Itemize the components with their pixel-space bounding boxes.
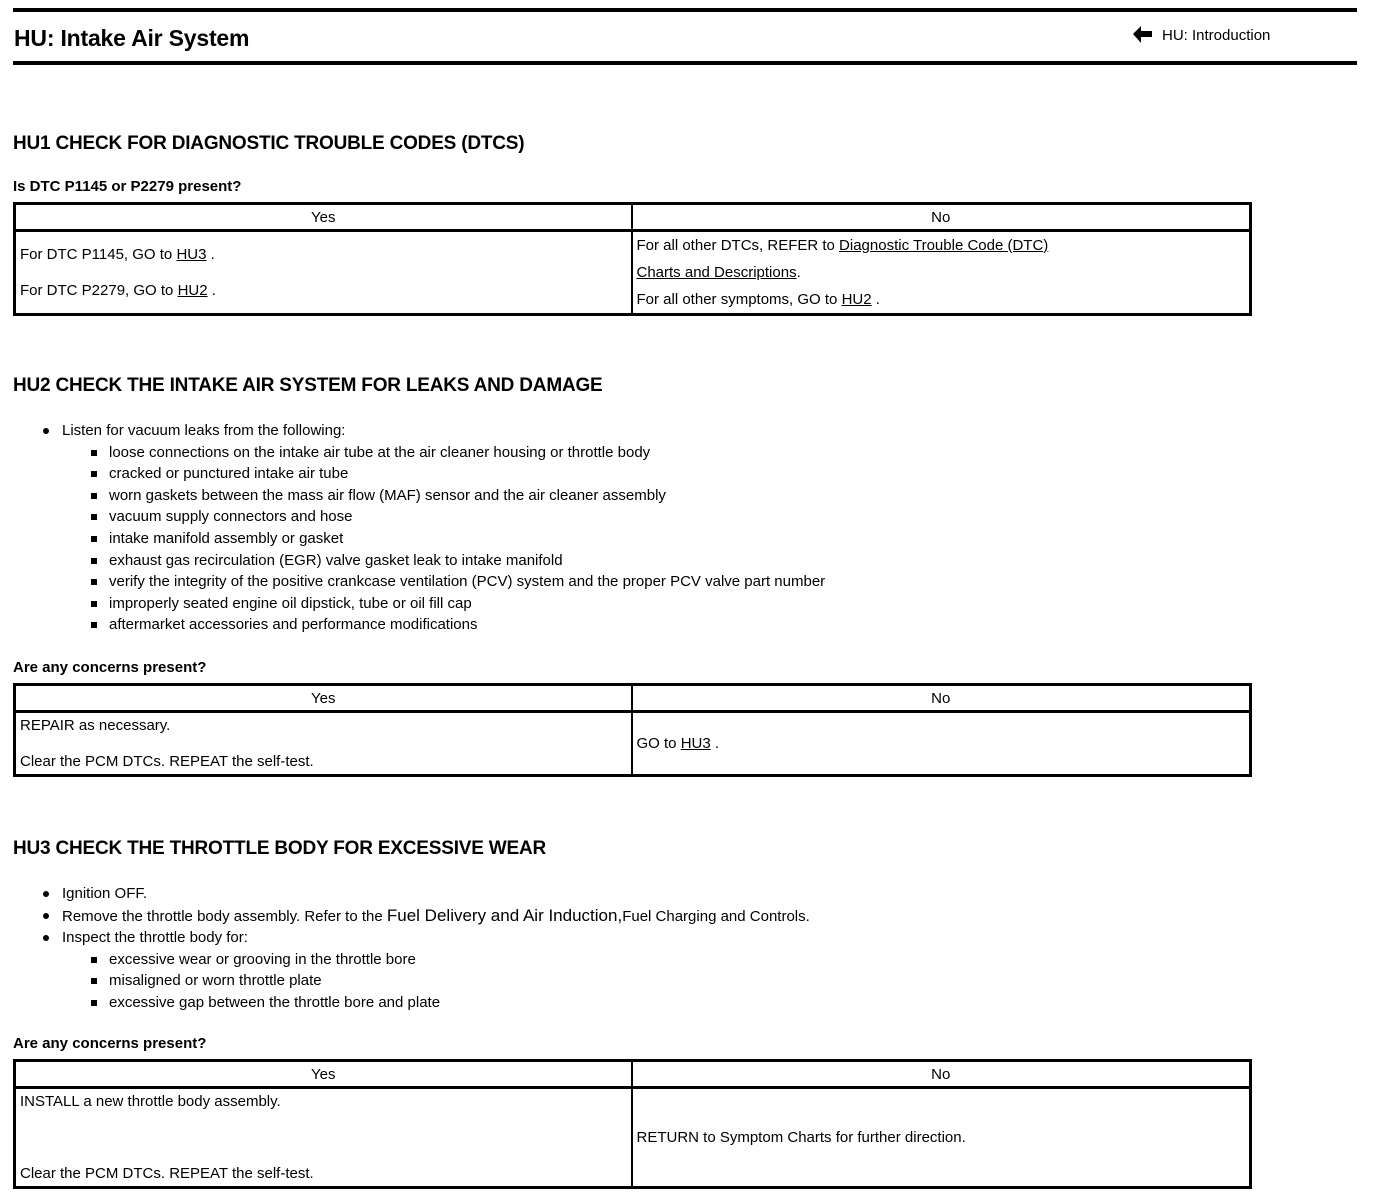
bullet-icon [43,935,49,941]
steps-list-hu2 [0,420,825,636]
no-cell: RETURN to Symptom Charts for further direction. [632,1088,1251,1188]
step-item: Inspect the throttle body for: excessive wear or grooving in the throttle bore misaligned or worn throttle plate excessive gap between the throttle bore and plate [0,927,810,1013]
yes-line: INSTALL a new throttle body assembly. [20,1092,281,1110]
yes-line: Clear the PCM DTCs. REPEAT the self-test. [20,1164,314,1182]
sub-item: verify the integrity of the positive crankcase ventilation (PCV) system and the proper PCV valve part number [61,571,825,593]
link-hu3[interactable]: HU3 [680,735,711,752]
square-bullet-icon [91,493,97,499]
sub-item: cracked or punctured intake air tube [61,463,825,485]
square-bullet-icon [91,536,97,542]
step-item: Listen for vacuum leaks from the following: loose connections on the intake air tube at the air cleaner housing or throttle body cracked or punctured intake air tube worn gaskets between the mass air flow (MAF) sensor and the air cleaner assembly vacuum supply connectors and hose intake manifold assembly or gasket exhaust gas recirculation (EGR) valve gasket leak to intake manifold verify the integrity of the positive crankcase ventilation (PCV) system and the proper PCV valve part number improperly seated engine oil dipstick, tube or oil fill cap aftermarket accessories and performance modifications [0,420,825,636]
question-hu2: Are any concerns present? [13,659,207,676]
square-bullet-icon [91,1000,97,1006]
steps-list-hu3 [0,883,810,1014]
square-bullet-icon [91,558,97,564]
decision-table-hu3 [13,1059,1252,1189]
sub-item: loose connections on the intake air tube at the air cleaner housing or throttle body [61,442,825,464]
column-header-no: No [632,1061,1251,1088]
sub-item: intake manifold assembly or gasket [61,528,825,550]
no-line: For all other symptoms, GO to HU2 . [636,291,880,308]
page-title: HU: Intake Air System [14,25,250,51]
section-heading-hu1: HU1 CHECK FOR DIAGNOSTIC TROUBLE CODES (DTCS) [13,133,525,154]
square-bullet-icon [91,450,97,456]
square-bullet-icon [91,601,97,607]
square-bullet-icon [91,622,97,628]
no-line: Charts and Descriptions. [636,264,801,281]
arrow-left-icon [1133,26,1153,44]
yes-cell [15,1088,632,1188]
question-hu1: Is DTC P1145 or P2279 present? [13,178,242,195]
square-bullet-icon [91,471,97,477]
column-header-yes: Yes [15,1061,632,1088]
yes-line: Clear the PCM DTCs. REPEAT the self-test. [20,752,314,770]
header-top-rule [13,8,1357,12]
column-header-yes: Yes [15,685,632,712]
link-dtc-charts-continued[interactable]: Charts and Descriptions [636,264,797,281]
bullet-icon [43,913,49,919]
sub-list [62,949,810,1014]
question-hu3: Are any concerns present? [13,1035,207,1052]
link-dtc-charts[interactable]: Diagnostic Trouble Code (DTC) [839,237,1049,254]
no-cell [632,231,1251,315]
yes-line: For DTC P1145, GO to HU3 . [20,245,215,263]
no-line: For all other DTCs, REFER to Diagnostic Trouble Code (DTC) [636,237,1049,254]
square-bullet-icon [91,957,97,963]
back-link-label: HU: Introduction [1162,26,1271,44]
square-bullet-icon [91,579,97,585]
yes-cell [15,712,632,776]
square-bullet-icon [91,514,97,520]
sub-item: excessive gap between the throttle bore and plate [61,992,810,1014]
column-header-no: No [632,204,1251,231]
decision-table-hu2 [13,683,1252,777]
yes-cell [15,231,632,315]
column-header-yes: Yes [15,204,632,231]
step-item: Ignition OFF. [0,883,810,905]
link-hu2[interactable]: HU2 [841,291,872,308]
header-bottom-rule [13,61,1357,65]
link-hu3[interactable]: HU3 [176,245,207,263]
decision-table-hu1 [13,202,1252,316]
link-hu2[interactable]: HU2 [177,281,208,299]
sub-item: exhaust gas recirculation (EGR) valve gasket leak to intake manifold [61,550,825,572]
section-heading-hu2: HU2 CHECK THE INTAKE AIR SYSTEM FOR LEAKS AND DAMAGE [13,375,603,396]
sub-item: aftermarket accessories and performance modifications [61,614,825,636]
bullet-icon [43,428,49,434]
sub-item: misaligned or worn throttle plate [61,970,810,992]
sub-item: excessive wear or grooving in the throttle bore [61,949,810,971]
column-header-no: No [632,685,1251,712]
back-link-introduction[interactable] [1133,26,1270,44]
no-cell: GO to HU3 . [632,712,1251,776]
sub-item: vacuum supply connectors and hose [61,506,825,528]
yes-line: REPAIR as necessary. [20,716,171,734]
sub-item: improperly seated engine oil dipstick, tube or oil fill cap [61,593,825,615]
sub-item: worn gaskets between the mass air flow (MAF) sensor and the air cleaner assembly [61,485,825,507]
yes-line: For DTC P2279, GO to HU2 . [20,281,216,299]
square-bullet-icon [91,978,97,984]
section-heading-hu3: HU3 CHECK THE THROTTLE BODY FOR EXCESSIVE WEAR [13,838,547,859]
reference-fuel-delivery: Fuel Delivery and Air Induction, [386,905,623,925]
sub-list [62,442,825,636]
bullet-icon [43,891,49,897]
step-item: Remove the throttle body assembly. Refer to the Fuel Delivery and Air Induction,Fuel Charging and Controls. [0,905,810,928]
